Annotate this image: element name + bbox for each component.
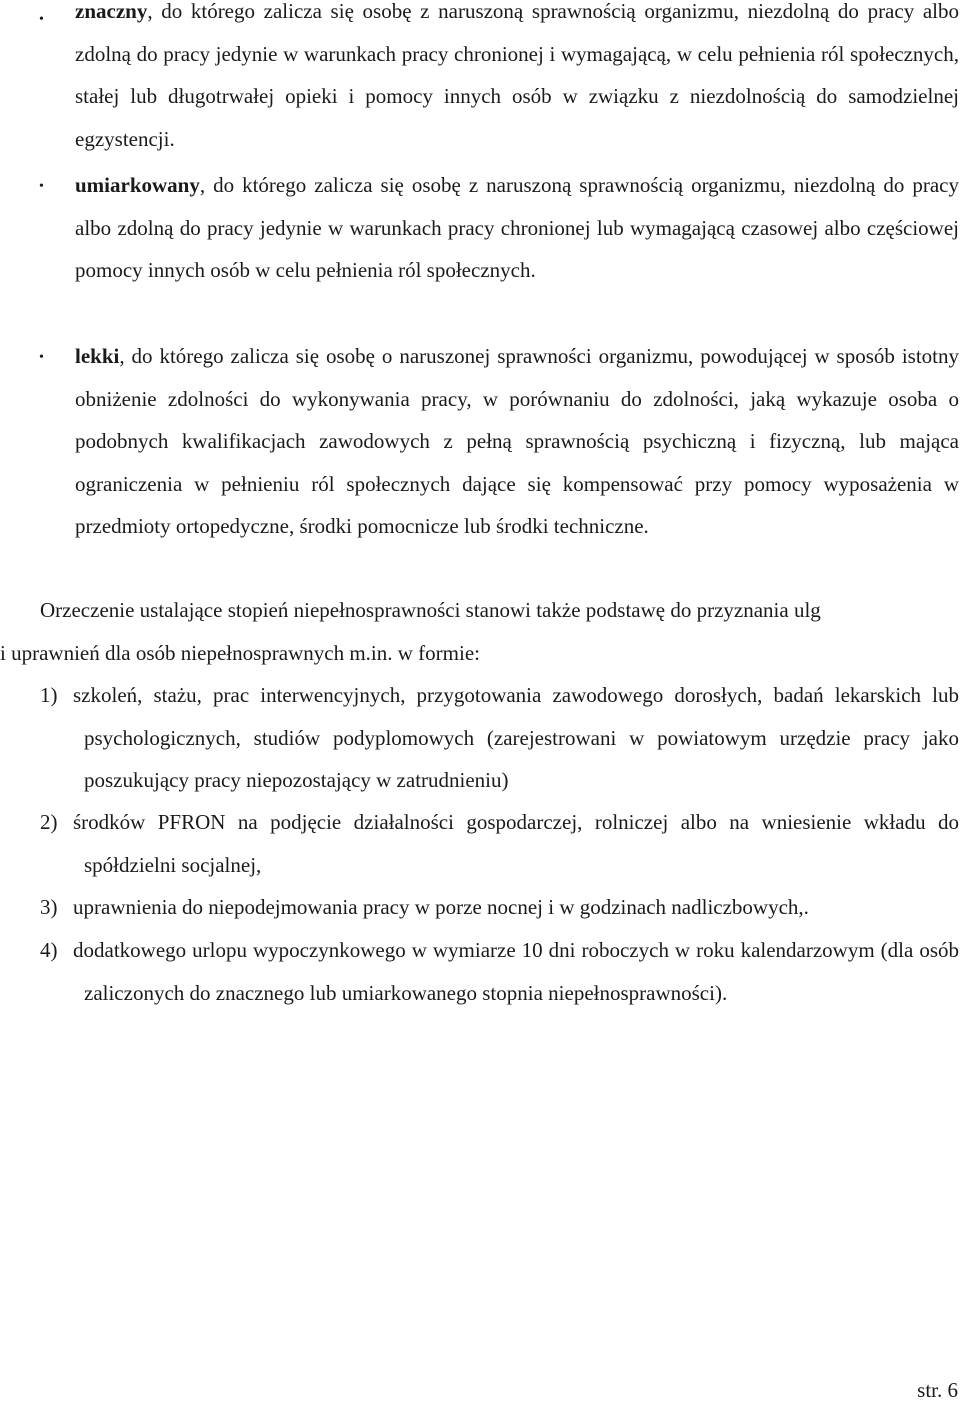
bullet-marker-icon: •	[39, 179, 44, 194]
bullet-marker-icon: •	[39, 350, 44, 365]
bullet-text	[75, 164, 959, 292]
numbered-item-text: szkoleń, stażu, prac interwencyjnych, przygotowania zawodowego dorosłych, badań lekarskich lub psychologicznych, studiów podyplomowych (zarejestrowani w powiatowym urzędzie pracy jako poszukujący pracy niepozostający w zatrudnieniu)	[73, 683, 959, 793]
numbered-item-label: 2)	[40, 810, 58, 834]
paragraph-line-2: i uprawnień dla osób niepełnosprawnych m.in. w formie:	[0, 640, 480, 665]
bullet-text	[75, 335, 959, 548]
bullet-description: , do którego zalicza się osobę z naruszoną sprawnością organizmu, niezdolną do pracy albo zdolną do pracy jedynie w warunkach pracy chronionej i wymagającą, w celu pełnienia ról społecznych, stałej lub długotrwałej opieki i pomocy innych osób w związku z niezdolnością do samodzielnej egzystencji.	[75, 0, 959, 151]
bullet-description: , do którego zalicza się osobę z naruszoną sprawnością organizmu, niezdolną do pracy albo zdolną do pracy jedynie w warunkach pracy chronionej lub wymagającą czasowej albo częściowej pomocy innych osób w celu pełnienia ról społecznych.	[75, 173, 959, 283]
bullet-term: znaczny	[75, 0, 148, 23]
body-paragraph	[0, 589, 960, 674]
paragraph-line-1: Orzeczenie ustalające stopień niepełnosprawności stanowi także podstawę do przyznania ulg	[40, 598, 821, 622]
numbered-item-text: dodatkowego urlopu wypoczynkowego w wymiarze 10 dni roboczych w roku kalendarzowym (dla osób zaliczonych do znacznego lub umiarkowanego stopnia niepełnosprawności).	[73, 938, 959, 1005]
numbered-item-text: uprawnienia do niepodejmowania pracy w porze nocnej i w godzinach nadliczbowych,.	[73, 895, 809, 919]
bullet-term: lekki	[75, 344, 120, 368]
bullet-description: , do którego zalicza się osobę o naruszonej sprawności organizmu, powodującej w sposób istotny obniżenie zdolności do wykonywania pracy, w porównaniu do zdolności, jaką wykazuje osoba o podobnych kwalifikacjach zawodowych z pełną sprawnością psychiczną i fizyczną, lub mająca ograniczenia w pełnieniu ról społecznych dające się kompensować przy pomocy wyposażenia w przedmioty ortopedyczne, środki pomocnicze lub środki techniczne.	[75, 344, 959, 539]
numbered-item-label: 3)	[40, 895, 58, 919]
numbered-item-text: środków PFRON na podjęcie działalności gospodarczej, rolniczej albo na wniesienie wkładu do spółdzielni socjalnej,	[73, 810, 959, 877]
bullet-marker-icon: •	[39, 12, 44, 27]
bullet-term: umiarkowany	[75, 173, 200, 197]
numbered-item-label: 1)	[40, 683, 58, 707]
page-number: str. 6	[917, 1378, 958, 1402]
numbered-item-label: 4)	[40, 938, 58, 962]
bullet-text	[75, 0, 959, 160]
